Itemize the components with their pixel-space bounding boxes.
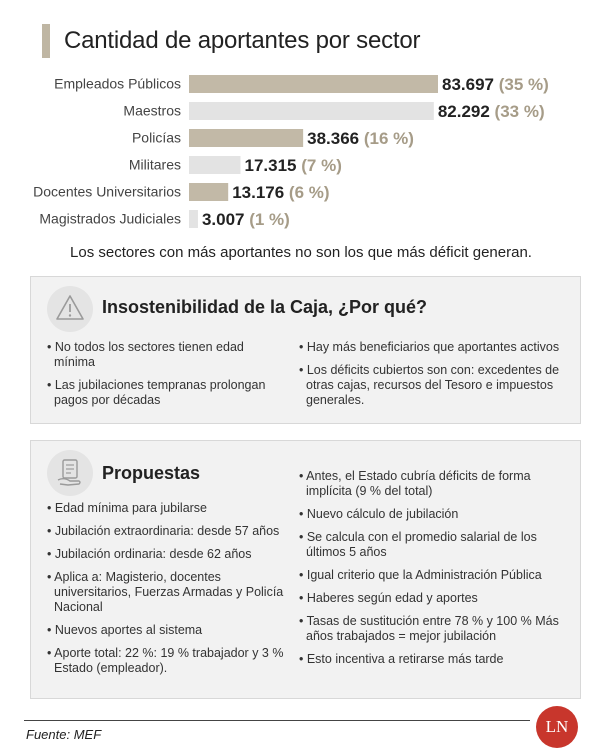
- list-item: • Edad mínima para jubilarse: [47, 501, 208, 515]
- data-label: [438, 102, 545, 121]
- chart-title-block: [42, 24, 420, 58]
- la-nacion-logo: LN: [536, 706, 578, 748]
- source-note: Fuente: MEF: [26, 727, 102, 742]
- proposals-left-list: [47, 501, 287, 684]
- bar-chart: [0, 70, 602, 235]
- value-label: 17.315: [244, 156, 302, 175]
- list-item: • Las jubilaciones tempranas prolongan pagos por décadas: [47, 378, 266, 407]
- value-label: 3.007: [201, 210, 250, 229]
- list-item: • Antes, el Estado cubría déficits de forma implícita (9 % del total): [299, 469, 531, 498]
- value-label: 83.697: [442, 75, 499, 94]
- data-label: [442, 75, 549, 94]
- warning-icon-badge: [47, 286, 93, 332]
- list-item: • Igual criterio que la Administración Pública: [299, 568, 542, 582]
- value-label: 13.176: [232, 183, 289, 202]
- list-item: • Nuevo cálculo de jubilación: [299, 507, 459, 521]
- sustainability-box: [30, 276, 581, 424]
- proposals-box: [30, 440, 581, 699]
- percent-label: (7 %): [301, 156, 342, 175]
- data-label: [245, 156, 342, 175]
- sustainability-right-list: [299, 340, 567, 416]
- list-item: • Se calcula con el promedio salarial de los últimos 5 años: [299, 530, 537, 559]
- bar: [189, 75, 438, 93]
- document-icon-badge: [47, 450, 93, 496]
- data-label: [202, 210, 290, 229]
- percent-label: (35 %): [498, 75, 549, 94]
- bar: [189, 156, 241, 174]
- list-item: • Haberes según edad y aportes: [299, 591, 478, 605]
- list-item: • Nuevos aportes al sistema: [47, 623, 203, 637]
- bar: [189, 129, 303, 147]
- category-label: Maestros: [123, 102, 181, 119]
- category-label: Docentes Universitarios: [33, 183, 181, 200]
- list-item: • Jubilación extraordinaria: desde 57 años: [47, 524, 280, 538]
- list-item: • Los déficits cubiertos son con: excedentes de otras cajas, recursos del Tesoro e impuestos generales.: [299, 363, 560, 407]
- list-item: • Aplica a: Magisterio, docentes universitarios, Fuerzas Armadas y Policía Nacional: [47, 570, 284, 614]
- category-label: Empleados Públicos: [54, 75, 181, 92]
- list-item: • No todos los sectores tienen edad mínima: [47, 340, 244, 369]
- bar: [189, 183, 228, 201]
- category-label: Magistrados Judiciales: [39, 210, 181, 227]
- document-hand-icon: [47, 450, 93, 496]
- bar: [189, 102, 434, 120]
- percent-label: (1 %): [249, 210, 290, 229]
- sustainability-title: Insostenibilidad de la Caja, ¿Por qué?: [102, 297, 428, 317]
- warning-triangle-icon: [47, 286, 93, 332]
- proposals-right-list: [299, 469, 567, 675]
- category-label: Policías: [131, 129, 181, 146]
- list-item: • Tasas de sustitución entre 78 % y 100 % Más años trabajados = mejor jubilación: [299, 614, 559, 643]
- sustainability-left-list: [47, 340, 287, 416]
- category-label: Militares: [128, 156, 181, 173]
- proposals-title: Propuestas: [102, 463, 201, 483]
- title-accent-bar: [42, 24, 50, 58]
- list-item: • Hay más beneficiarios que aportantes activos: [299, 340, 560, 354]
- percent-label: (33 %): [494, 102, 545, 121]
- percent-label: (6 %): [288, 183, 330, 202]
- percent-label: (16 %): [363, 129, 414, 148]
- data-label: [232, 183, 329, 202]
- data-label: [307, 129, 414, 148]
- page-title: Cantidad de aportantes por sector: [64, 27, 421, 54]
- list-item: • Aporte total: 22 %: 19 % trabajador y 3 % Estado (empleador).: [47, 646, 284, 675]
- list-item: • Jubilación ordinaria: desde 62 años: [47, 547, 252, 561]
- footer-divider: [24, 720, 530, 721]
- chart-subtitle: Los sectores con más aportantes no son los que más déficit generan.: [70, 244, 532, 261]
- value-label: 38.366: [307, 129, 364, 148]
- bar: [189, 210, 198, 228]
- value-label: 82.292: [437, 102, 495, 121]
- list-item: • Esto incentiva a retirarse más tarde: [299, 652, 504, 666]
